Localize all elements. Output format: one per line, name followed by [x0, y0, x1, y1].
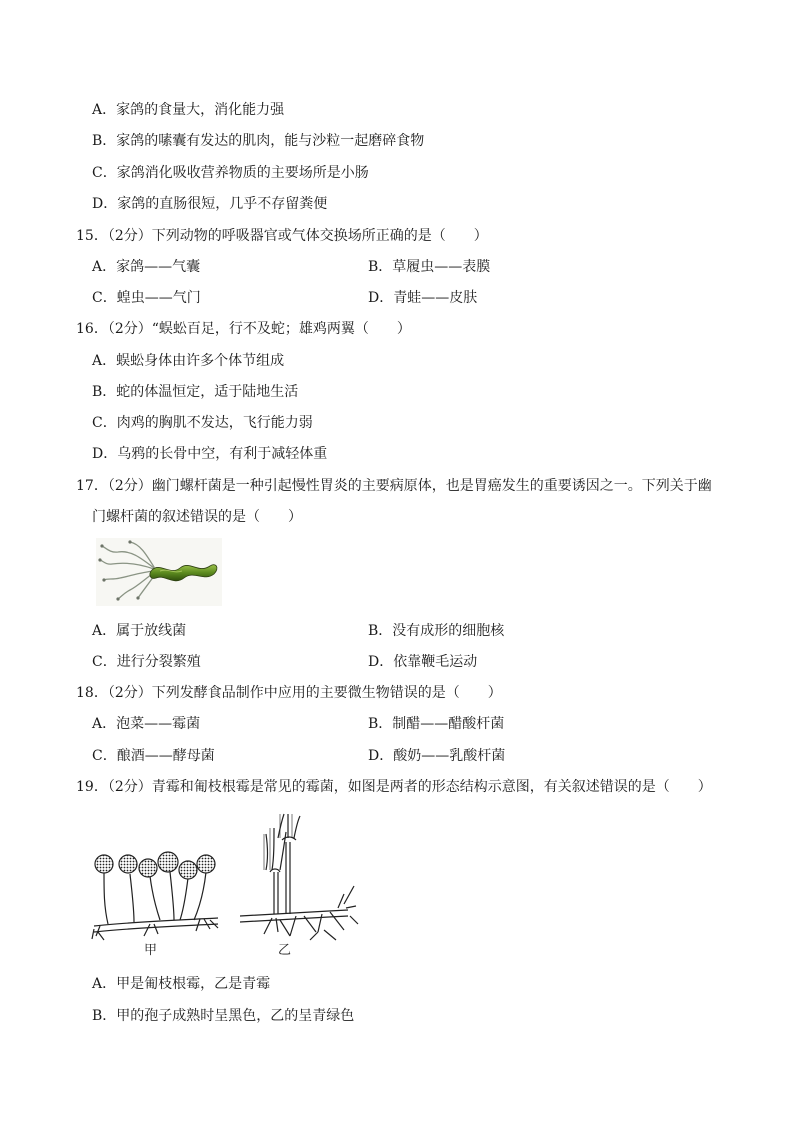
mold-diagram [90, 812, 360, 958]
q18-option-a: A．泡菜——霉菌 [92, 716, 201, 732]
q19-stem: 19．（2分）青霉和匍枝根霉是常见的霉菌，如图是两者的形态结构示意图，有关叙述错误的是（ ） [76, 779, 712, 795]
q17-option-b: B．没有成形的细胞核 [368, 623, 505, 639]
q17-option-c: C．进行分裂繁殖 [92, 654, 201, 670]
q15-option-d: D．青蛙——皮肤 [368, 290, 478, 306]
helicobacter-illustration [96, 538, 222, 606]
q19-option-a: A．甲是匍枝根霉，乙是青霉 [92, 976, 271, 992]
q17-stem-line1: 17．（2分）幽门螺杆菌是一种引起慢性胃炎的主要病原体，也是胃癌发生的重要诱因之一。下列关于幽 [76, 478, 712, 494]
q17-option-a: A．属于放线菌 [92, 623, 187, 639]
q16-option-d: D．乌鸦的长骨中空，有利于减轻体重 [92, 446, 328, 462]
q16-option-a: A．蜈蚣身体由许多个体节组成 [92, 353, 285, 369]
q18-option-c: C．酿酒——酵母菌 [92, 748, 215, 764]
q16-option-c: C．肉鸡的胸肌不发达，飞行能力弱 [92, 415, 313, 431]
rhizopus-drawing [92, 852, 218, 940]
q15-option-b: B．草履虫——表膜 [368, 259, 491, 275]
q14-option-c: C．家鸽消化吸收营养物质的主要场所是小肠 [92, 165, 369, 181]
q14-option-d: D．家鸽的直肠很短，几乎不存留粪便 [92, 196, 328, 212]
penicillium-drawing [240, 814, 358, 940]
q18-option-b: B．制醋——醋酸杆菌 [368, 716, 505, 732]
q16-stem: 16．（2分）“蜈蚣百足，行不及蛇；雄鸡两翼（ ） [76, 321, 411, 337]
q15-stem: 15．（2分）下列动物的呼吸器官或气体交换场所正确的是（ ） [76, 228, 488, 244]
label-jia: 甲 [144, 943, 158, 958]
label-yi: 乙 [278, 943, 292, 958]
q14-option-a: A．家鸽的食量大，消化能力强 [92, 102, 285, 118]
q17-option-d: D．依靠鞭毛运动 [368, 654, 478, 670]
q18-option-d: D．酸奶——乳酸杆菌 [368, 748, 506, 764]
q16-option-b: B．蛇的体温恒定，适于陆地生活 [92, 384, 299, 400]
q18-stem: 18．（2分）下列发酵食品制作中应用的主要微生物错误的是（ ） [76, 685, 502, 701]
q17-stem-line2: 门螺杆菌的叙述错误的是（ ） [92, 509, 302, 525]
q19-option-b: B．甲的孢子成熟时呈黑色，乙的呈青绿色 [92, 1008, 355, 1024]
q14-option-b: B．家鸽的嗉囊有发达的肌肉，能与沙粒一起磨碎食物 [92, 133, 425, 149]
q15-option-c: C．蝗虫——气门 [92, 290, 201, 306]
q15-option-a: A．家鸽——气囊 [92, 259, 201, 275]
